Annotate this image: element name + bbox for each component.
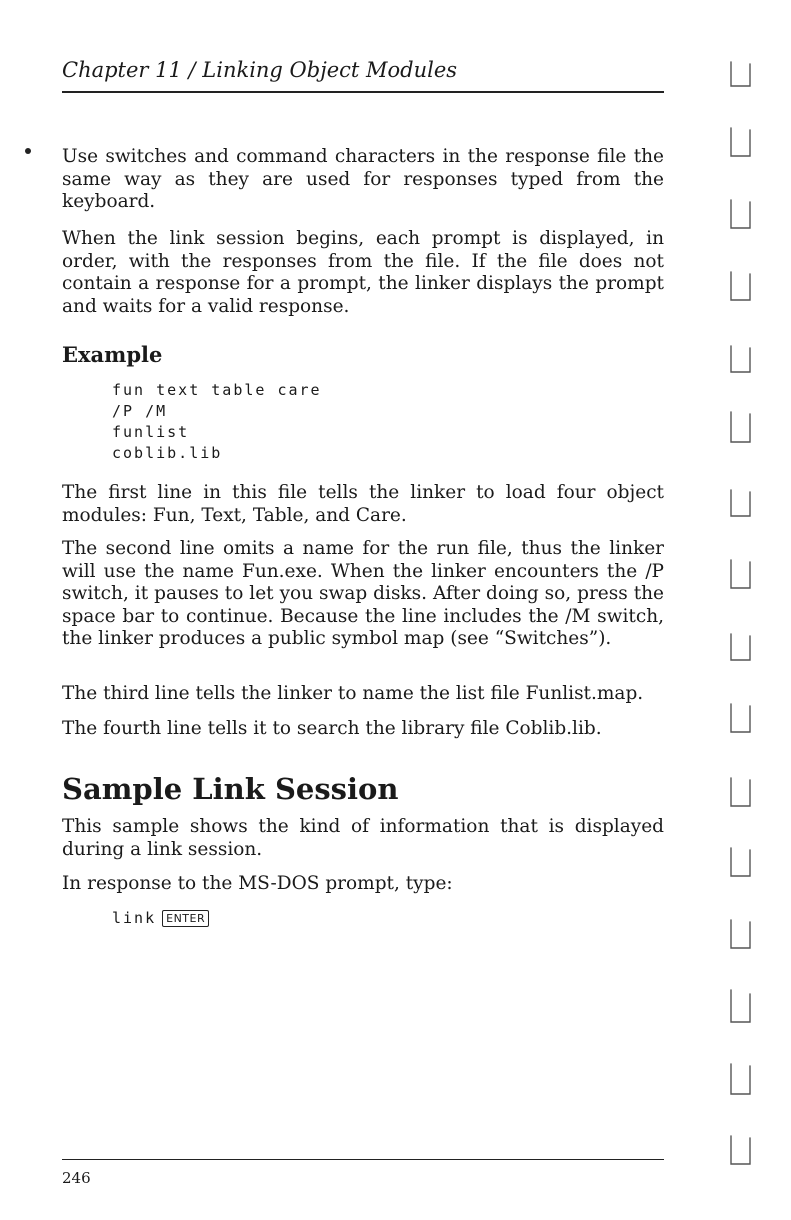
code-line: coblib.lib (112, 444, 223, 462)
paragraph-first-line: The first line in this file tells the linker to load four object modules: Fun, Text, Table, and Care. (62, 482, 664, 526)
enter-key-icon: ENTER (162, 910, 209, 927)
chapter-title: Chapter 11 / Linking Object Modules (62, 58, 458, 82)
footer-rule (62, 1159, 664, 1160)
paragraph-second-line: The second line omits a name for the run file, thus the linker will use the name Fun.exe. When the linker encounters the /P switch, it pauses to let you swap disks. After doing so, press the space bar to continue. Because the line includes the /M switch, the linker produces a public symbol map (see “Switches”). (62, 538, 664, 649)
bullet-marker (25, 148, 31, 154)
page-number: 246 (62, 1169, 91, 1187)
paragraph-link-session: When the link session begins, each prompt is displayed, in order, with the responses from the file. If the file does not contain a response for a prompt, the linker displays the prompt and waits for a valid response. (62, 228, 664, 317)
code-line: /P /M (112, 402, 168, 420)
code-line: funlist (112, 423, 190, 441)
command-text: link (112, 909, 157, 927)
paragraph-sample: This sample shows the kind of information that is displayed during a link session. (62, 816, 664, 860)
paragraph-prompt: In response to the MS-DOS prompt, type: (62, 873, 453, 894)
paragraph-third-line: The third line tells the linker to name the list file Funlist.map. (62, 683, 644, 704)
code-block (112, 380, 322, 464)
example-heading: Example (62, 342, 163, 367)
paragraph-switches: Use switches and command characters in the response file the same way as they are used for responses typed from the keyboard. (62, 146, 664, 212)
command-line (112, 908, 209, 929)
section-heading: Sample Link Session (62, 772, 399, 806)
binding-marks-decoration (718, 0, 758, 1220)
paragraph-fourth-line: The fourth line tells it to search the library file Coblib.lib. (62, 718, 602, 739)
code-line: fun text table care (112, 381, 322, 399)
header-rule (62, 91, 664, 93)
